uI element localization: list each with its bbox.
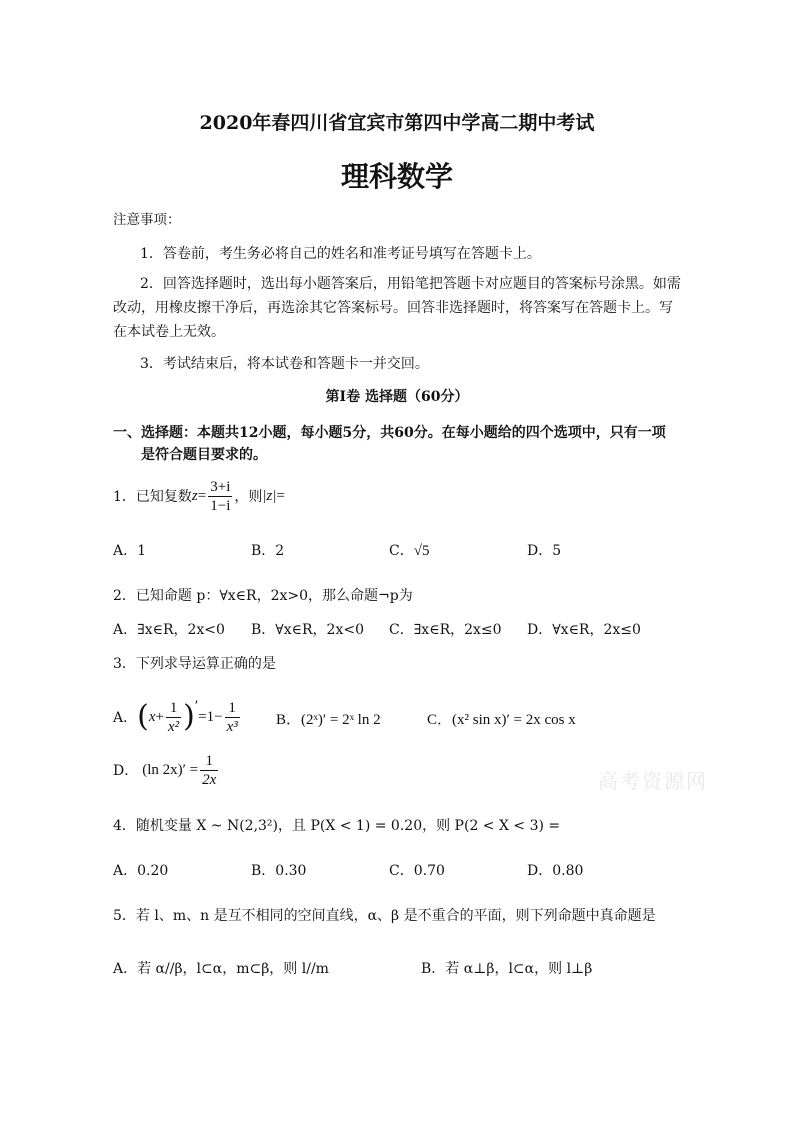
notice-item-3: 3．考试结束后，将本试卷和答题卡一并交回。 xyxy=(140,356,429,372)
question-2-stem: 2．已知命题 p：∀x∈R，2x>0，那么命题¬p为 xyxy=(113,588,413,604)
question-1-stem: 1．已知复数 z = $\frac{3+i}{1-i}$ ，则 |z| = xyxy=(113,478,285,514)
notice-item-2-line-2: 改动，用橡皮擦干净后，再选涂其它答案标号。回答非选择题时，将答案写在答题卡上。写 xyxy=(113,300,673,316)
q4-option-c: C．0.70 xyxy=(389,863,445,879)
q2-option-c: C．∃x∈R，2x≤0 xyxy=(389,622,502,638)
section-instruction-line-2: 是符合题目要求的。 xyxy=(141,447,267,463)
part-title: 第Ⅰ卷 选择题（60分） xyxy=(325,389,469,405)
q4-option-b: B．0.30 xyxy=(251,863,307,879)
q2-option-b: B．∀x∈R，2x<0 xyxy=(251,622,364,638)
q3-option-c: C．(x² sin x)′ = 2x cos x xyxy=(427,712,576,728)
question-4-stem: 4．随机变量 X ~ N(2,3²)，且 P(X < 1) = 0.20，则 P(2 < X < 3) = xyxy=(113,818,561,834)
q1-option-c: C．√5 xyxy=(389,543,430,559)
q2-option-a: A．∃x∈R，2x<0 xyxy=(113,622,225,638)
notice-item-2-line-1: 2．回答选择题时，选出每小题答案后，用铅笔把答题卡对应题目的答案标号涂黑。如需 xyxy=(140,276,681,292)
q1-option-d: D．5 xyxy=(527,543,562,559)
subject-title: 理科数学 xyxy=(340,160,453,193)
q1-option-b: B．2 xyxy=(251,543,285,559)
q5-option-a: A．若 α//β，l⊂α，m⊂β，则 l//m xyxy=(113,961,329,977)
q1-fraction: $\frac{3+i}{1-i}$ xyxy=(210,478,231,514)
q5-option-b: B．若 α⊥β，l⊂α，则 l⊥β xyxy=(421,961,593,977)
notice-item-1: 1．答卷前，考生务必将自己的姓名和准考证号填写在答题卡上。 xyxy=(140,246,541,262)
question-5-stem: 5．若 l、m、n 是互不相同的空间直线，α、β 是不重合的平面，则下列命题中真命题是 xyxy=(113,908,656,924)
notice-heading: 注意事项： xyxy=(113,212,181,228)
section-instruction-line-1: 一、选择题：本题共12小题，每小题5分，共60分。在每小题给的四个选项中，只有一项 xyxy=(113,425,666,441)
q3-option-d: D． (ln 2x)′ = $\frac{1}{2x}$ xyxy=(113,752,217,788)
q4-option-d: D．0.80 xyxy=(527,863,584,879)
q1-option-a: A．1 xyxy=(113,543,147,559)
q2-option-d: D．∀x∈R，2x≤0 xyxy=(527,622,641,638)
exam-title: 2020年春四川省宜宾市第四中学高二期中考试 xyxy=(199,112,595,134)
q3-option-b: B．(2ˣ)′ = 2ˣ ln 2 xyxy=(276,712,381,728)
notice-item-2-line-3: 在本试卷上无效。 xyxy=(113,324,225,340)
q4-option-a: A．0.20 xyxy=(113,863,169,879)
watermark: 高考资源网 xyxy=(598,769,708,793)
question-3-stem: 3．下列求导运算正确的是 xyxy=(113,656,276,672)
q3-option-a: A． ( x + $\frac{1}{\text{x²}}$ ) ′ =1− $\frac{1}{\text{x³}}$ xyxy=(113,698,238,735)
